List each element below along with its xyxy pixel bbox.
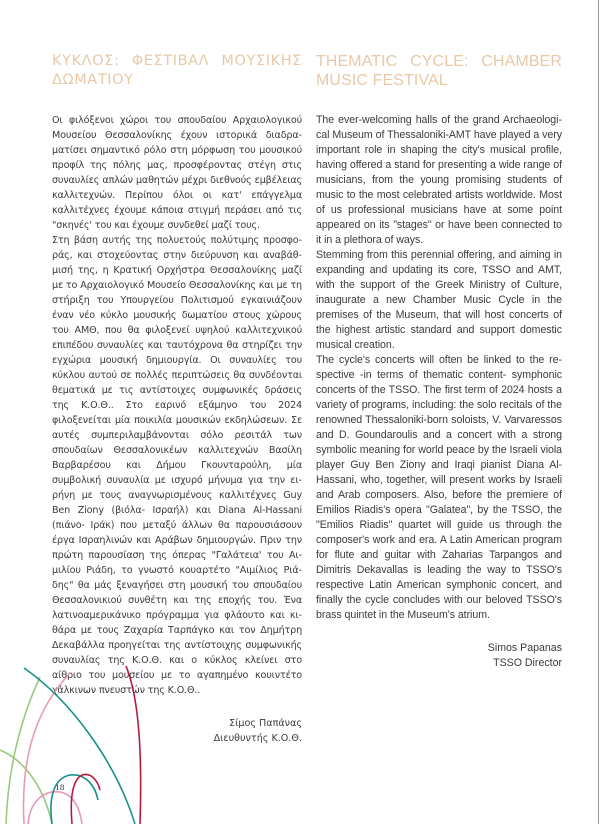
english-paragraph-3: The cycle's concerts will often be linked to the respective -in terms of thematic content- symphonic concerts of the TSSO. The first term of 2024 hosts a variety of programs, including: the solo recitals of the renowned Thessaloniki-born soloists, V. Varvaressos and D. Goundaroulis and a concert with a strong symbolic meaning for world peace by the Israeli viola player Guy Ben Ziony and Iraqi pianist Diana Al-Hassani, who, together, will present works by Israeli and Arab composers. Also, before the premiere of Emilios Riadis's opera "Galatea", by the TSSO, the "Emilios Riadis" quartet will guide us through the composer's work and era. A Latin American program for flute and guitar with Zaharias Tarpangos and Dimitris Dekavallas is leading the way to TSSO's respective Latin American symphonic concert, and finally the cycle concludes with our beloved TSSO's brass quintet in the Museum's atrium. xyxy=(316,354,562,621)
english-signature-title: TSSO Director xyxy=(493,657,562,669)
greek-paragraph-1: Οι φιλόξενοι χώροι του σπουδαίου Αρχαιολογικού Μουσείου Θεσσαλονίκης έχουν ιστορικά διαδραματίσει σημαντικό ρόλο στη μόρφωση του μουσικού προφίλ της πόλης μας, προσφέροντας στέγη στις συναυλίες απλών μαθητών μέχρι διεθνούς εμβέλειας καλλιτεχνών. Περίπου όλοι οι κατ' επάγγελμα καλλιτέχνες έχουμε κάποια στιγμή περάσει από τις "σκηνές' του και έχουμε συνδεθεί μαζί τους. xyxy=(52,115,302,231)
english-column xyxy=(316,52,562,671)
english-signature xyxy=(316,641,562,671)
page-edge-line xyxy=(598,0,599,824)
english-heading: THEMATIC CYCLE: CHAMBER MUSIC FESTIVAL xyxy=(316,53,562,89)
greek-paragraph-2: Στη βάση αυτής της πολυετούς πολύτιμης προσφοράς, και στοχεύοντας στην διεύρυνση και αναβάθμισή της, η Κρατική Ορχήστρα Θεσσαλονίκης μαζί με το Αρχαιολογικό Μουσείο Θεσσαλονίκης και με τη στήριξη του Υπουργείου Πολιτισμού εγκαινιάζουν έναν νέο κύκλο μουσικής δωματίου στους χώρους του ΑΜΘ, που θα φιλοξενεί υψηλού καλλιτεχνικού επιπέδου συναυλίες και ταυτόχρονα θα στηρίζει την εγχώρια μουσική δημιουργία. Οι συναυλίες του κύκλου αυτού σε πολλές περιπτώσεις θα συνδέονται θεματικά με τις αντίστοιχες συμφωνικές δράσεις της Κ.Ο.Θ.. Στο εαρινό εξάμηνο του 2024 φιλοξενείται μία ποικιλία μουσικών εκδηλώσεων. Σε αυτές συμπεριλαμβάνονται σόλο ρεσιτάλ των σπουδαίων Θεσσαλονικέων καλλιτεχνών Βασίλη Βαρβαρέσου και Δήμου Γκουνταρούλη, μία συμβολική συναυλία με ισχυρό μήνυμα για την ειρήνη με τους αναγνωρισμένους καλλιτέχνες Guy Ben Ziony (βιόλα- Ισραήλ) και Diana Al-Hassani (πιάνο- Ιράκ) που μεταξύ άλλων θα παρουσιάσουν έργα Ισραηλινών και Αράβων δημιουργών. Πριν την πρώτη παρουσίαση της όπερας "Γαλάτεια' του Αιμιλίου Ριάδη, το γνωστό κουαρτέτο "Αιμίλιος Ριάδης" θα μάς ξεναγήσει στη μουσική του σπουδαίου Θεσσαλονικιού συνθέτη και της εποχής του. Ένα λατινοαμερικάνικο πρόγραμμα για φλάουτο και κιθάρα με τους Ζαχαρία Ταρπάγκο και τον Δημήτρη Δεκαβάλλα προηγείται της αντίστοιχης συμφωνικής συναυλίας της Κ.Ο.Θ. και ο κύκλος κλείνει στο αίθριο του μουσείου με το αγαπημένο κουιντέτο χάλκινων πνευστών της Κ.Ο.Θ.. xyxy=(52,235,302,696)
greek-heading: ΚΥΚΛΟΣ: ΦΕΣΤΙΒΑΛ ΜΟΥΣΙΚΗΣ ΔΩΜΑΤΙΟΥ xyxy=(52,53,302,88)
english-paragraph-2: Stemming from this perennial offering, and aiming in expanding and updating its core, TSSO and AMT, with the support of the Greek Ministry of Culture, inaugurate a new Chamber Music Cycle in the premises of the Museum, that will host concerts of the highest artistic standard and support domestic musical creation. xyxy=(316,249,562,351)
page-number: 18 xyxy=(55,783,65,792)
english-paragraph-1: The ever-welcoming halls of the grand Archaeological Museum of Thessaloniki-AMT have played a very important role in shaping the city's musical profile, having offered a stand for presenting a wide range of musicians, from the young promising students of music to the most celebrated artists worldwide. Most of us professional musicians have at some point appeared on its "stages" or have been connected to it in a plethora of ways. xyxy=(316,114,562,246)
decorative-curves-icon xyxy=(0,640,200,824)
greek-signature-title: Διευθυντής Κ.Ο.Θ. xyxy=(213,733,302,744)
greek-signature-name: Σίμος Παπάνας xyxy=(229,718,302,729)
english-signature-name: Simos Papanas xyxy=(487,642,562,654)
